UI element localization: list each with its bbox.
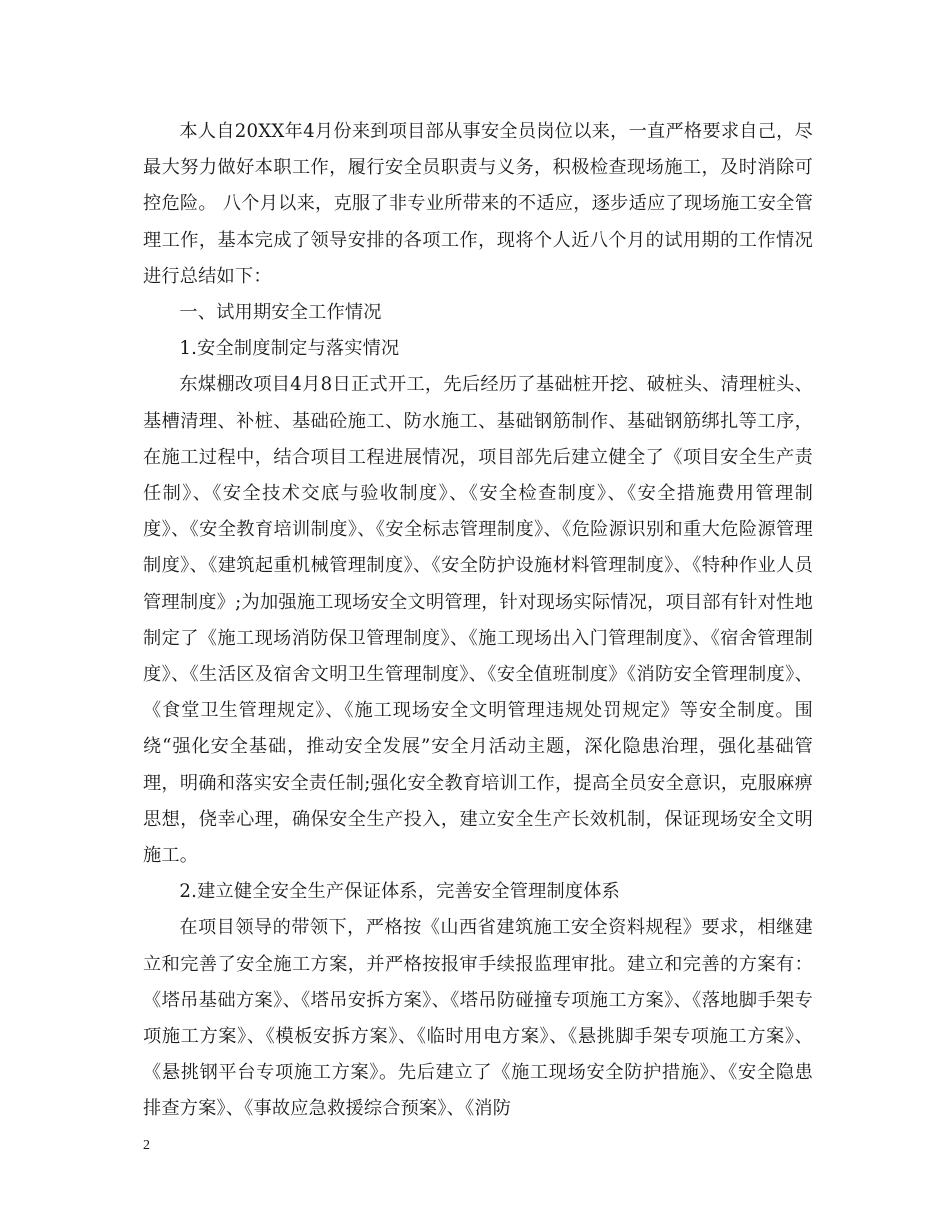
- section-heading-1: 一、试用期安全工作情况: [179, 302, 382, 324]
- paragraph-safety-plans: 在项目领导的带领下，严格按《山西省建筑施工安全资料规程》要求，相继建立和完善了安全施工方案，并严格按报审手续报监理审批。建立和完善的方案有：《塔吊基础方案》、《塔吊安拆方案》、《塔吊防碰撞专项施工方案》、《落地脚手架专项施工方案》、《模板安拆方案》、《临时用电方案》、《悬挑脚手架专项施工方案》、《悬挑钢平台专项施工方案》。先后建立了《施工现场安全防护措施》、《安全隐患排查方案》、《事故应急救援综合预案》、《消防: [143, 917, 813, 1120]
- paragraph-intro: 本人自20XX年4月份来到项目部从事安全员岗位以来，一直严格要求自己，尽最大努力做好本职工作，履行安全员职责与义务，积极检查现场施工，及时消除可控危险。 八个月以来，克服了非专业所带来的不适应，逐步适应了现场施工安全管理工作，基本完成了领导安排的各项工作，现将个人近八个月的试用期的工作情况进行总结如下：: [143, 121, 813, 287]
- page-number: 2: [143, 1138, 150, 1153]
- document-body: [143, 114, 813, 1128]
- subsection-heading-2: 2.建立健全安全生产保证体系，完善安全管理制度体系: [179, 881, 621, 903]
- subsection-heading-1: 1.安全制度制定与落实情况: [179, 338, 400, 360]
- paragraph-safety-system: 东煤棚改项目4月8日正式开工，先后经历了基础桩开挖、破桩头、清理桩头、基槽清理、补桩、基础砼施工、防水施工、基础钢筋制作、基础钢筋绑扎等工序，在施工过程中，结合项目工程进展情况，项目部先后建立健全了《项目安全生产责任制》、《安全技术交底与验收制度》、《安全检查制度》、《安全措施费用管理制度》、《安全教育培训制度》、《安全标志管理制度》、《危险源识别和重大危险源管理制度》、《建筑起重机械管理制度》、《安全防护设施材料管理制度》、《特种作业人员管理制度》;为加强施工现场安全文明管理，针对现场实际情况，项目部有针对性地制定了《施工现场消防保卫管理制度》、《施工现场出入门管理制度》、《宿舍管理制度》、《生活区及宿舍文明卫生管理制度》、《安全值班制度》《消防安全管理制度》、《食堂卫生管理规定》、《施工现场安全文明管理违规处罚规定》等安全制度。围绕“强化安全基础，推动安全发展”安全月活动主题，深化隐患治理，强化基础管理，明确和落实安全责任制;强化安全教育培训工作，提高全员安全意识，克服麻痹思想，侥幸心理，确保安全生产投入，建立安全生产长效机制，保证现场安全文明施工。: [143, 374, 813, 867]
